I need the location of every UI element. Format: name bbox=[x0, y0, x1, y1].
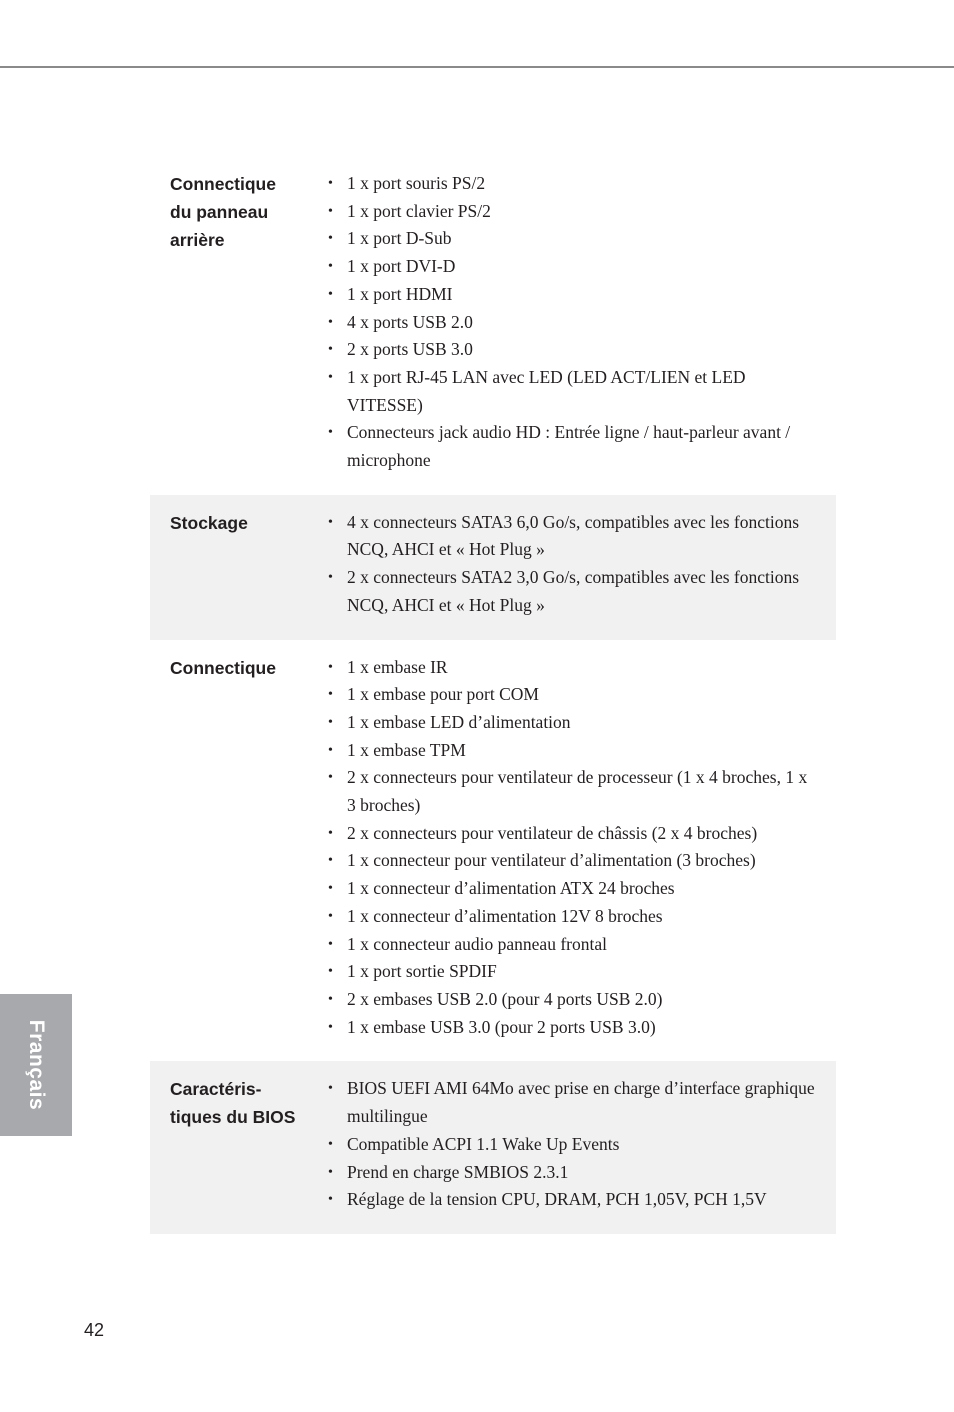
spec-item-text: 1 x connecteur audio panneau frontal bbox=[347, 933, 607, 954]
spec-list-item bbox=[328, 681, 836, 709]
bullet-icon: • bbox=[328, 881, 333, 897]
spec-list-item bbox=[328, 737, 836, 765]
spec-item-text: Compatible ACPI 1.1 Wake Up Events bbox=[347, 1133, 620, 1154]
spec-label: Caractéris- tiques du BIOS bbox=[170, 1079, 296, 1128]
spec-item-text: 2 x embases USB 2.0 (pour 4 ports USB 2.0) bbox=[347, 988, 663, 1009]
bullet-icon: • bbox=[328, 231, 333, 247]
spec-list-item bbox=[328, 709, 836, 737]
spec-list-item bbox=[328, 1186, 836, 1214]
spec-list-item bbox=[328, 847, 836, 875]
spec-table bbox=[150, 156, 836, 1234]
spec-label: Stockage bbox=[170, 512, 248, 533]
spec-list-item bbox=[328, 170, 836, 198]
spec-item-text: 4 x connecteurs SATA3 6,0 Go/s, compatibles avec les fonctions NCQ, AHCI et « Hot Plug » bbox=[347, 511, 800, 560]
bullet-icon: • bbox=[328, 203, 333, 219]
spec-item-text: 1 x embase IR bbox=[347, 656, 448, 677]
bullet-icon: • bbox=[328, 964, 333, 980]
spec-section bbox=[150, 156, 836, 495]
header-rule bbox=[0, 66, 954, 68]
spec-label: Connectique bbox=[170, 657, 276, 678]
spec-item-text: 1 x port souris PS/2 bbox=[347, 173, 486, 193]
spec-list-item bbox=[328, 509, 836, 564]
spec-list-item bbox=[328, 336, 836, 364]
bullet-icon: • bbox=[328, 687, 333, 703]
spec-list-item bbox=[328, 820, 836, 848]
spec-list-item bbox=[328, 281, 836, 309]
bullet-icon: • bbox=[328, 991, 333, 1007]
spec-label: Connectique du panneau arrière bbox=[170, 174, 276, 250]
spec-list-item bbox=[328, 958, 836, 986]
spec-list-item bbox=[328, 309, 836, 337]
spec-list-item bbox=[328, 1131, 836, 1159]
bullet-icon: • bbox=[328, 714, 333, 730]
spec-item-text: 1 x connecteur pour ventilateur d’alimentation (3 broches) bbox=[347, 850, 756, 871]
spec-list-item bbox=[328, 1014, 836, 1042]
spec-item-text: BIOS UEFI AMI 64Mo avec prise en charge d’interface graphique multilingue bbox=[347, 1078, 815, 1127]
bullet-icon: • bbox=[328, 176, 333, 191]
page-number: 42 bbox=[84, 1320, 105, 1340]
spec-list-item bbox=[328, 764, 836, 819]
spec-item-text: 2 x connecteurs pour ventilateur de châssis (2 x 4 broches) bbox=[347, 822, 758, 843]
spec-item-text: 1 x embase LED d’alimentation bbox=[347, 711, 571, 732]
bullet-icon: • bbox=[328, 1019, 333, 1035]
bullet-icon: • bbox=[328, 286, 333, 302]
spec-item-text: 1 x embase USB 3.0 (pour 2 ports USB 3.0) bbox=[347, 1016, 656, 1037]
spec-list-item bbox=[328, 1075, 836, 1130]
bullet-icon: • bbox=[328, 1081, 333, 1097]
spec-item-text: 1 x connecteur d’alimentation 12V 8 broches bbox=[347, 905, 663, 926]
bullet-icon: • bbox=[328, 514, 333, 530]
spec-item-text: 2 x ports USB 3.0 bbox=[347, 339, 473, 360]
spec-list-item bbox=[328, 364, 836, 419]
spec-list-item bbox=[328, 986, 836, 1014]
bullet-icon: • bbox=[328, 936, 333, 952]
spec-item-text: 1 x port clavier PS/2 bbox=[347, 200, 491, 221]
spec-section bbox=[150, 495, 836, 640]
spec-item-text: Connecteurs jack audio HD : Entrée ligne / haut-parleur avant / microphone bbox=[347, 422, 791, 471]
spec-list-item bbox=[328, 931, 836, 959]
bullet-icon: • bbox=[328, 1136, 333, 1152]
bullet-icon: • bbox=[328, 314, 333, 330]
spec-item-text: 4 x ports USB 2.0 bbox=[347, 311, 473, 332]
spec-list-item bbox=[328, 419, 836, 474]
bullet-icon: • bbox=[328, 1192, 333, 1208]
bullet-icon: • bbox=[328, 908, 333, 924]
bullet-icon: • bbox=[328, 342, 333, 358]
bullet-icon: • bbox=[328, 570, 333, 586]
spec-item-text: 1 x embase TPM bbox=[347, 739, 466, 760]
bullet-icon: • bbox=[328, 369, 333, 385]
spec-item-text: 1 x port D-Sub bbox=[347, 228, 452, 249]
spec-list-item bbox=[328, 875, 836, 903]
spec-item-text: 1 x port RJ-45 LAN avec LED (LED ACT/LIEN et LED VITESSE) bbox=[347, 366, 746, 415]
spec-list-item bbox=[328, 564, 836, 619]
spec-item-text: Prend en charge SMBIOS 2.3.1 bbox=[347, 1161, 569, 1182]
bullet-icon: • bbox=[328, 425, 333, 441]
spec-list-item bbox=[328, 903, 836, 931]
bullet-icon: • bbox=[328, 1164, 333, 1180]
spec-item-text: 1 x connecteur d’alimentation ATX 24 broches bbox=[347, 878, 675, 899]
language-tab bbox=[0, 994, 72, 1136]
spec-item-text: Réglage de la tension CPU, DRAM, PCH 1,05V, PCH 1,5V bbox=[347, 1189, 767, 1210]
spec-list-item bbox=[328, 1159, 836, 1187]
spec-item-text: 1 x port HDMI bbox=[347, 283, 453, 304]
spec-list-item bbox=[328, 198, 836, 226]
bullet-icon: • bbox=[328, 659, 333, 675]
spec-list-item bbox=[328, 225, 836, 253]
spec-item-text: 2 x connecteurs pour ventilateur de processeur (1 x 4 broches, 1 x 3 broches) bbox=[347, 767, 808, 816]
bullet-icon: • bbox=[328, 825, 333, 841]
spec-list-item bbox=[328, 654, 836, 682]
spec-section bbox=[150, 640, 836, 1062]
bullet-icon: • bbox=[328, 853, 333, 869]
spec-list-item bbox=[328, 253, 836, 281]
spec-list bbox=[150, 654, 836, 1042]
bullet-icon: • bbox=[328, 742, 333, 758]
bullet-icon: • bbox=[328, 259, 333, 275]
spec-item-text: 2 x connecteurs SATA2 3,0 Go/s, compatibles avec les fonctions NCQ, AHCI et « Hot Plug » bbox=[347, 567, 800, 615]
spec-item-text: 1 x port sortie SPDIF bbox=[347, 961, 497, 982]
spec-item-text: 1 x embase pour port COM bbox=[347, 684, 539, 705]
spec-section bbox=[150, 1061, 836, 1234]
bullet-icon: • bbox=[328, 770, 333, 786]
language-tab-label: Français bbox=[25, 1019, 48, 1111]
spec-item-text: 1 x port DVI-D bbox=[347, 256, 456, 277]
